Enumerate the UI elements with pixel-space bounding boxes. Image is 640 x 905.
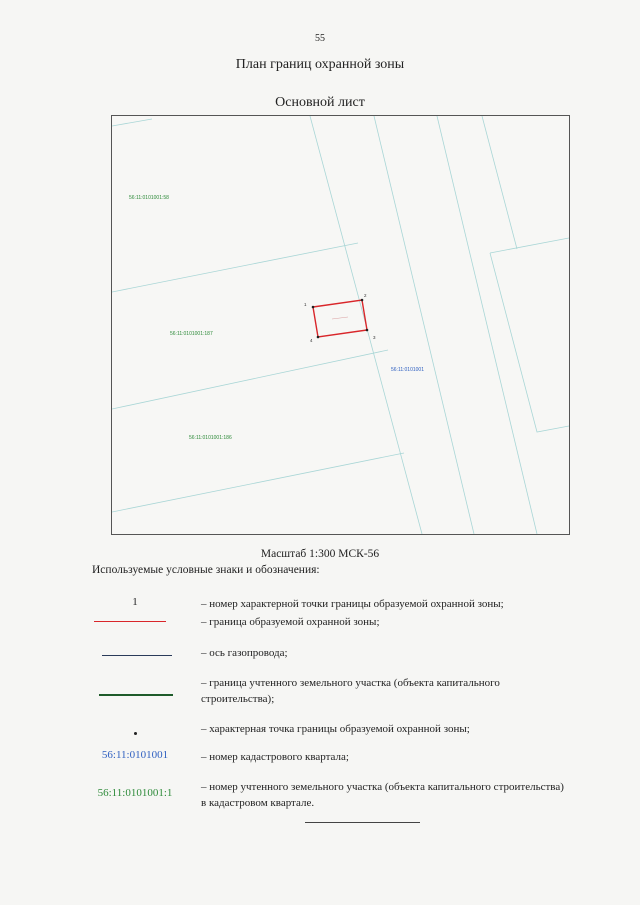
legend-desc-parcel-number: – номер учтенного земельного участка (объекта капитального строительства) в кадастровом квартале. [201,781,564,809]
legend-desc-boundary-point: – характерная точка границы образуемой охранной зоны; [201,723,470,735]
parcel-label-187: 56:11:0101001:187 [170,331,213,337]
boundary-point-4 [317,336,320,339]
legend-symbol-parcel-boundary [99,694,173,696]
gas-axis-segment [332,317,348,319]
point-label-3: 3 [373,335,376,340]
parcel-label-186: 56:11:0101001:186 [189,435,232,441]
point-label-1: 1 [304,302,307,307]
point-label-2: 2 [364,293,367,298]
legend-symbol-quarter-number: 56:11:0101001 [101,749,169,761]
boundary-point-1 [312,306,315,309]
map-line [112,119,152,126]
map-line [374,116,474,534]
end-rule [305,822,420,823]
page-title: План границ охранной зоны [235,57,405,72]
point-label-4: 4 [310,338,313,343]
parcel-label-58: 56:11:0101001:58 [129,195,169,201]
legend-desc-quarter-number: – номер кадастрового квартала; [201,751,349,763]
page-number: 55 [315,33,325,44]
map-line [482,116,517,249]
legend-desc-parcel-boundary: – граница учтенного земельного участка (объекта капитального строительства); [201,677,500,705]
boundary-point-2 [361,299,364,302]
page-subtitle: Основной лист [275,95,365,110]
legend-symbol-parcel-number: 56:11:0101001:1 [97,787,173,799]
legend-heading: Используемые условные знаки и обозначения: [92,564,320,576]
map-line [112,453,404,512]
legend-symbol-gas-axis [102,655,172,656]
scale-caption: Масштаб 1:300 МСК-56 [260,548,380,560]
legend-desc-point-number: – номер характерной точки границы образуемой охранной зоны; [201,598,504,610]
legend-desc-zone-boundary: – граница образуемой охранной зоны; [201,616,380,628]
map-line [490,253,569,432]
legend-symbol-boundary-point [134,732,137,735]
parcel-lines [112,116,569,534]
map-line [112,243,358,292]
map-line [490,238,569,253]
legend-symbol-zone-boundary [94,621,166,622]
quarter-label: 56:11:0101001 [391,367,424,373]
legend-desc-gas-axis: – ось газопровода; [201,647,288,659]
map-line [112,350,388,409]
map-drawing [112,116,569,534]
boundary-point-3 [366,329,369,332]
protection-zone-boundary [313,300,367,337]
legend-symbol-point-number: 1 [132,596,138,608]
map-line [437,116,537,534]
cadastral-map [111,115,570,535]
